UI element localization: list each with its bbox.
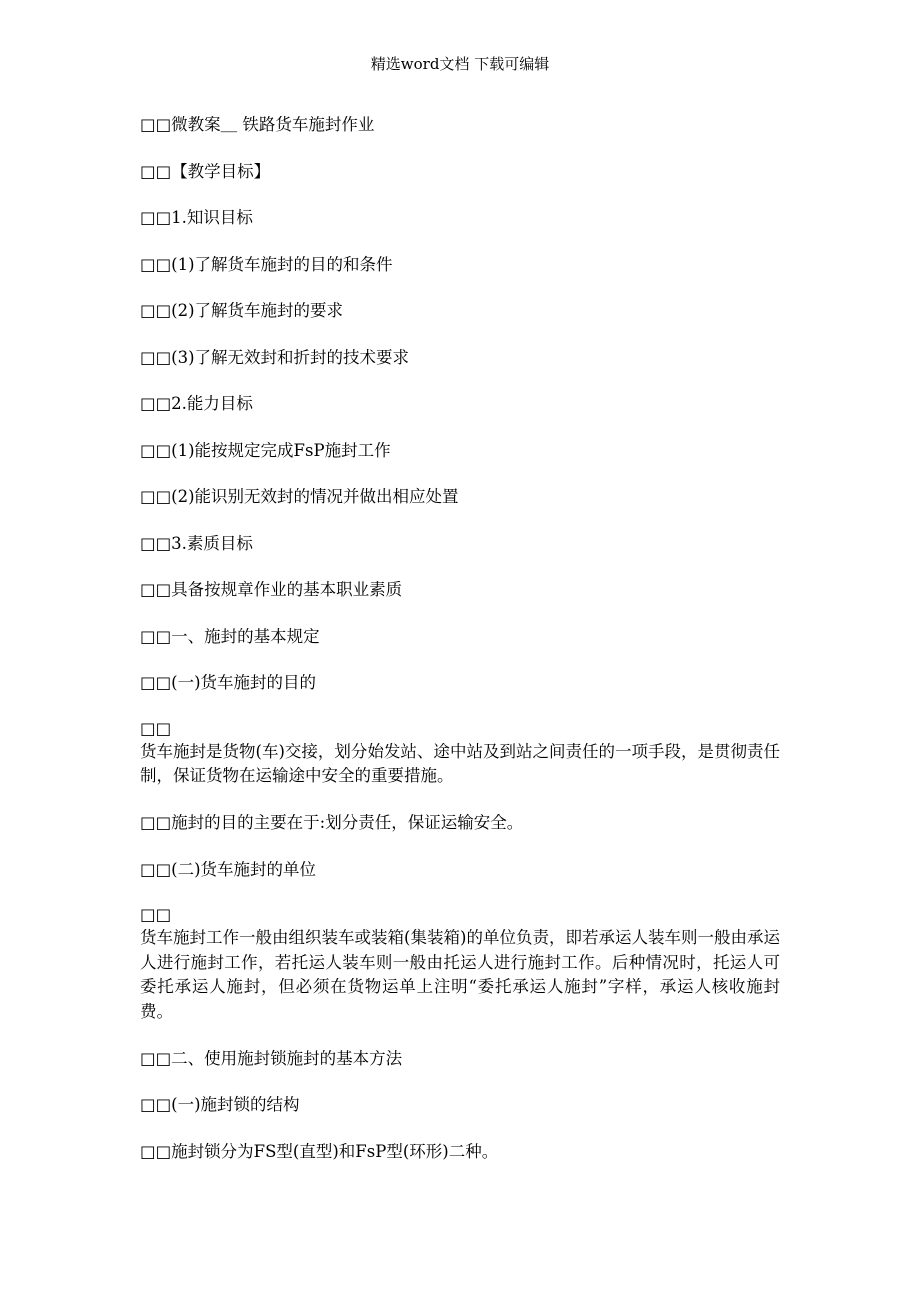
goal-knowledge-item: □□(3)了解无效封和折封的技术要求 xyxy=(140,347,410,367)
section-heading-teaching-goals: □□【教学目标】 xyxy=(140,161,271,181)
subsection-heading-structure: □□(一)施封锁的结构 xyxy=(140,1095,300,1114)
section-heading-method: □□二、使用施封锁施封的基本方法 xyxy=(140,1048,403,1068)
structure-description: □□施封锁分为FS型(直型)和FsP型(环形)二种。 xyxy=(140,1141,499,1161)
goal-quality-heading: □□3.素质目标 xyxy=(140,533,253,553)
paragraph-text: 货车施封工作一般由组织装车或装箱(集装箱)的单位负责，即若承运人装车则一般由承运人进行施封工作，若托运人装车则一般由托运人进行施封工作。后种情况时，托运人可委托承运人施封，但必须在货物运单上注明“委托承运人施封”字样，承运人核收施封费。 xyxy=(140,928,780,1021)
goal-ability-item: □□(1)能按规定完成FsP施封工作 xyxy=(140,440,391,460)
goal-quality-item: □□具备按规章作业的基本职业素质 xyxy=(140,580,403,599)
doc-title: □□微教案＿ 铁路货车施封作业 xyxy=(140,115,375,134)
paragraph-marker: □□ xyxy=(140,718,172,738)
document-body xyxy=(140,113,780,1186)
subsection-heading-unit: □□(二)货车施封的单位 xyxy=(140,859,317,879)
paragraph-text: 货车施封是货物(车)交接，划分始发站、途中站及到站之间责任的一项手段，是贯彻责任制，保证货物在运输途中安全的重要措施。 xyxy=(140,741,780,785)
goal-knowledge-item: □□(2)了解货车施封的要求 xyxy=(140,301,344,320)
paragraph-marker: □□ xyxy=(140,905,172,924)
purpose-summary: □□施封的目的主要在于:划分责任，保证运输安全。 xyxy=(140,813,524,832)
goal-ability-heading: □□2.能力目标 xyxy=(140,394,253,413)
paragraph-unit xyxy=(140,904,780,1024)
paragraph-purpose xyxy=(140,718,780,789)
page-header: 精选word文档 下载可编辑 xyxy=(370,55,550,73)
goal-ability-item: □□(2)能识别无效封的情况并做出相应处置 xyxy=(140,487,459,506)
section-heading-basic-rules: □□一、施封的基本规定 xyxy=(140,626,320,646)
goal-knowledge-item: □□(1)了解货车施封的目的和条件 xyxy=(140,254,393,274)
goal-knowledge-heading: □□1.知识目标 xyxy=(140,208,253,227)
subsection-heading-purpose: □□(一)货车施封的目的 xyxy=(140,673,317,692)
